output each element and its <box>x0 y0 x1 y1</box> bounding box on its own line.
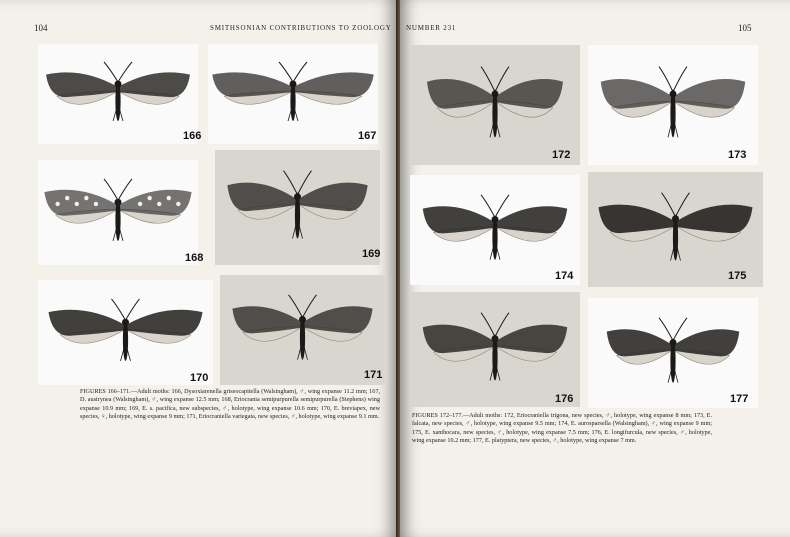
moth-169-icon <box>215 150 380 265</box>
moth-173-icon <box>588 45 758 165</box>
figure-number-176: 176 <box>555 393 574 405</box>
figure-number-169: 169 <box>362 248 381 260</box>
moth-167-icon <box>208 44 378 144</box>
figure-number-167: 167 <box>358 130 377 142</box>
figure-number-174: 174 <box>555 270 574 282</box>
right-figure-caption: FIGURES 172–177.—Adult moths: 172, Eriocraniella trigona, new species, ♂, holotype, wing expanse 8 mm; 173, E. falcata, new species, ♂, holotype, wing expanse 9.5 mm; 174, E. aurosparsella (Walsingham), ♂, wing expanse 9 mm; 175, E. xanthocara, new species, ♂, holotype, wing expanse 7.5 mm; 176, E. longifurcula, new species, ♂, holotype, wing expanse 10.2 mm; 177, E. platyptera, new species, ♂, holotype, wing expanse 7 mm. <box>412 412 712 445</box>
moth-photo-177 <box>588 298 758 408</box>
figure-number-177: 177 <box>730 393 749 405</box>
right-page <box>400 0 790 537</box>
moth-photo-173 <box>588 45 758 165</box>
moth-176-icon <box>410 292 580 407</box>
moth-photo-166 <box>38 44 198 144</box>
moth-172-icon <box>410 45 580 165</box>
moth-photo-170 <box>38 280 213 385</box>
left-figure-caption: FIGURES 166–171.—Adult moths: 166, Dysoxiarenella griseocapitella (Walsingham), ♂, wing expanse 11.2 mm; 167, D. austrynea (Walsingham), ♂, wing expanse 12.5 mm; 168, Eriocrania semipurpurella semipurpurella (Stephens) wing expanse 10.9 mm; 169, E. s. pacifica, new subspecies, ♂, holotype, wing expanse 10.6 mm; 170, E. breviapex, new species, ♀, holotype, wing expanse 9 mm; 171, Eriocraniella variegata, new species, ♂, holotype, wing expanse 9.1 mm. <box>80 388 380 421</box>
figure-number-171: 171 <box>364 369 383 381</box>
moth-photo-176 <box>410 292 580 407</box>
figure-number-173: 173 <box>728 149 747 161</box>
moth-177-icon <box>588 298 758 408</box>
moth-photo-172 <box>410 45 580 165</box>
figure-number-168: 168 <box>185 252 204 264</box>
moth-168-icon <box>38 160 198 265</box>
left-running-head: SMITHSONIAN CONTRIBUTIONS TO ZOOLOGY <box>210 24 392 32</box>
moth-photo-169 <box>215 150 380 265</box>
moth-photo-174 <box>410 175 580 285</box>
moth-171-icon <box>220 275 385 385</box>
moth-photo-168 <box>38 160 198 265</box>
moth-170-icon <box>38 280 213 385</box>
moth-174-icon <box>410 175 580 285</box>
moth-photo-167 <box>208 44 378 144</box>
moth-166-icon <box>38 44 198 144</box>
figure-number-175: 175 <box>728 270 747 282</box>
figure-number-166: 166 <box>183 130 202 142</box>
right-running-head: NUMBER 231 <box>406 24 457 32</box>
moth-photo-171 <box>220 275 385 385</box>
figure-number-172: 172 <box>552 149 571 161</box>
left-page-number: 104 <box>34 23 48 33</box>
right-page-number: 105 <box>738 23 752 33</box>
figure-number-170: 170 <box>190 372 209 384</box>
